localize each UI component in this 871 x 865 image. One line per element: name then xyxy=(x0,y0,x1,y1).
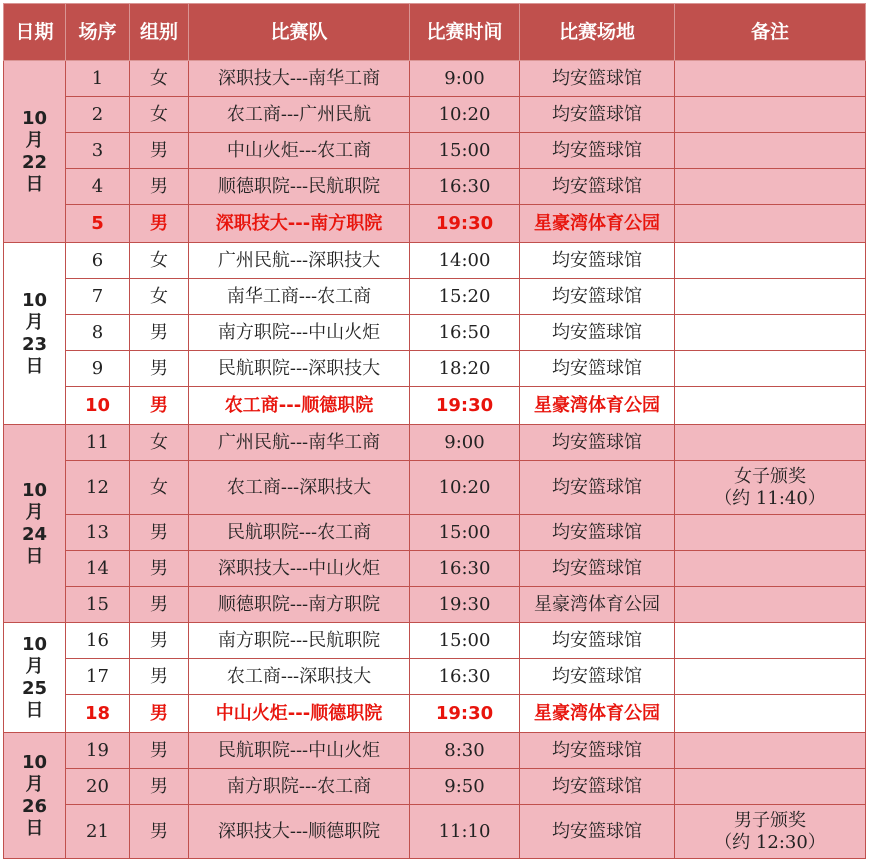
date-part: 10 xyxy=(21,107,48,129)
time-cell: 19:30 xyxy=(410,387,520,425)
time-cell: 15:20 xyxy=(410,279,520,315)
time-cell: 19:30 xyxy=(410,587,520,623)
table-row xyxy=(4,515,866,551)
teams-cell: 顺德职院---民航职院 xyxy=(189,169,410,205)
date-part: 10 xyxy=(21,633,48,655)
teams-cell: 南方职院---民航职院 xyxy=(189,623,410,659)
teams-cell: 南方职院---中山火炬 xyxy=(189,315,410,351)
match-no-cell: 18 xyxy=(66,695,130,733)
match-no-cell: 16 xyxy=(66,623,130,659)
header-note: 备注 xyxy=(675,4,866,61)
match-no-cell: 3 xyxy=(66,133,130,169)
note-cell xyxy=(675,623,866,659)
date-cell xyxy=(4,623,66,733)
venue-cell: 均安篮球馆 xyxy=(520,769,675,805)
table-row xyxy=(4,315,866,351)
time-cell: 18:20 xyxy=(410,351,520,387)
time-cell: 9:00 xyxy=(410,61,520,97)
match-no-cell: 14 xyxy=(66,551,130,587)
note-cell xyxy=(675,659,866,695)
teams-cell: 南方职院---农工商 xyxy=(189,769,410,805)
date-part: 月 xyxy=(25,129,44,151)
note-cell xyxy=(675,97,866,133)
teams-cell: 南华工商---农工商 xyxy=(189,279,410,315)
group-cell: 男 xyxy=(130,805,189,859)
schedule-body xyxy=(4,61,866,859)
venue-cell: 均安篮球馆 xyxy=(520,623,675,659)
date-part: 10 xyxy=(21,289,48,311)
venue-cell: 星豪湾体育公园 xyxy=(520,587,675,623)
match-no-cell: 7 xyxy=(66,279,130,315)
date-part: 25 xyxy=(21,677,48,699)
date-part: 10 xyxy=(21,479,48,501)
venue-cell: 均安篮球馆 xyxy=(520,733,675,769)
time-cell: 16:30 xyxy=(410,551,520,587)
group-cell: 男 xyxy=(130,315,189,351)
table-row xyxy=(4,205,866,243)
table-row xyxy=(4,805,866,859)
teams-cell: 深职技大---中山火炬 xyxy=(189,551,410,587)
match-no-cell: 8 xyxy=(66,315,130,351)
table-row xyxy=(4,279,866,315)
group-cell: 女 xyxy=(130,243,189,279)
table-row xyxy=(4,169,866,205)
note-cell xyxy=(675,587,866,623)
match-no-cell: 10 xyxy=(66,387,130,425)
time-cell: 16:30 xyxy=(410,169,520,205)
time-cell: 9:00 xyxy=(410,425,520,461)
match-no-cell: 15 xyxy=(66,587,130,623)
venue-cell: 星豪湾体育公园 xyxy=(520,205,675,243)
time-cell: 8:30 xyxy=(410,733,520,769)
date-part: 10 xyxy=(21,751,48,773)
venue-cell: 均安篮球馆 xyxy=(520,425,675,461)
match-no-cell: 20 xyxy=(66,769,130,805)
venue-cell: 均安篮球馆 xyxy=(520,315,675,351)
teams-cell: 农工商---深职技大 xyxy=(189,659,410,695)
group-cell: 男 xyxy=(130,587,189,623)
group-cell: 男 xyxy=(130,351,189,387)
note-line: 女子颁奖 xyxy=(734,465,806,487)
date-part: 日 xyxy=(25,545,44,567)
header-match-no: 场序 xyxy=(66,4,130,61)
venue-cell: 均安篮球馆 xyxy=(520,169,675,205)
group-cell: 男 xyxy=(130,659,189,695)
group-cell: 男 xyxy=(130,695,189,733)
note-line: （约 12:30） xyxy=(714,831,826,853)
note-cell xyxy=(675,169,866,205)
time-cell: 19:30 xyxy=(410,695,520,733)
time-cell: 15:00 xyxy=(410,623,520,659)
note-cell xyxy=(675,387,866,425)
venue-cell: 均安篮球馆 xyxy=(520,243,675,279)
time-cell: 11:10 xyxy=(410,805,520,859)
date-part: 23 xyxy=(21,333,48,355)
match-no-cell: 13 xyxy=(66,515,130,551)
match-no-cell: 12 xyxy=(66,461,130,515)
date-part: 日 xyxy=(25,173,44,195)
time-cell: 10:20 xyxy=(410,461,520,515)
note-cell xyxy=(675,461,866,515)
match-no-cell: 9 xyxy=(66,351,130,387)
venue-cell: 均安篮球馆 xyxy=(520,97,675,133)
date-part: 日 xyxy=(25,817,44,839)
match-no-cell: 21 xyxy=(66,805,130,859)
note-line: （约 11:40） xyxy=(714,487,826,509)
date-part: 月 xyxy=(25,311,44,333)
header-date: 日期 xyxy=(4,4,66,61)
group-cell: 男 xyxy=(130,133,189,169)
table-row xyxy=(4,351,866,387)
table-row xyxy=(4,769,866,805)
date-part: 月 xyxy=(25,501,44,523)
group-cell: 男 xyxy=(130,623,189,659)
teams-cell: 顺德职院---南方职院 xyxy=(189,587,410,623)
teams-cell: 中山火炬---农工商 xyxy=(189,133,410,169)
note-cell xyxy=(675,551,866,587)
note-cell xyxy=(675,733,866,769)
teams-cell: 广州民航---深职技大 xyxy=(189,243,410,279)
table-row xyxy=(4,587,866,623)
table-row xyxy=(4,551,866,587)
time-cell: 10:20 xyxy=(410,97,520,133)
time-cell: 14:00 xyxy=(410,243,520,279)
match-no-cell: 11 xyxy=(66,425,130,461)
table-row xyxy=(4,243,866,279)
date-part: 日 xyxy=(25,699,44,721)
date-part: 24 xyxy=(21,523,48,545)
match-no-cell: 17 xyxy=(66,659,130,695)
note-cell xyxy=(675,133,866,169)
time-cell: 19:30 xyxy=(410,205,520,243)
match-no-cell: 2 xyxy=(66,97,130,133)
teams-cell: 深职技大---顺德职院 xyxy=(189,805,410,859)
group-cell: 男 xyxy=(130,169,189,205)
teams-cell: 农工商---深职技大 xyxy=(189,461,410,515)
note-cell xyxy=(675,769,866,805)
date-part: 月 xyxy=(25,655,44,677)
group-cell: 女 xyxy=(130,425,189,461)
date-part: 月 xyxy=(25,773,44,795)
venue-cell: 星豪湾体育公园 xyxy=(520,387,675,425)
table-row xyxy=(4,425,866,461)
venue-cell: 星豪湾体育公园 xyxy=(520,695,675,733)
header-teams: 比赛队 xyxy=(189,4,410,61)
venue-cell: 均安篮球馆 xyxy=(520,659,675,695)
venue-cell: 均安篮球馆 xyxy=(520,133,675,169)
date-cell xyxy=(4,425,66,623)
table-row xyxy=(4,97,866,133)
match-no-cell: 4 xyxy=(66,169,130,205)
group-cell: 女 xyxy=(130,279,189,315)
group-cell: 男 xyxy=(130,205,189,243)
match-no-cell: 6 xyxy=(66,243,130,279)
note-line: 男子颁奖 xyxy=(734,809,806,831)
note-cell xyxy=(675,61,866,97)
note-cell xyxy=(675,425,866,461)
table-row xyxy=(4,387,866,425)
date-cell xyxy=(4,61,66,243)
header-row xyxy=(4,4,866,61)
table-row xyxy=(4,133,866,169)
time-cell: 15:00 xyxy=(410,133,520,169)
teams-cell: 深职技大---南方职院 xyxy=(189,205,410,243)
teams-cell: 农工商---广州民航 xyxy=(189,97,410,133)
note-cell xyxy=(675,805,866,859)
group-cell: 男 xyxy=(130,387,189,425)
header-time: 比赛时间 xyxy=(410,4,520,61)
venue-cell: 均安篮球馆 xyxy=(520,461,675,515)
table-row xyxy=(4,733,866,769)
note-cell xyxy=(675,243,866,279)
venue-cell: 均安篮球馆 xyxy=(520,515,675,551)
teams-cell: 民航职院---深职技大 xyxy=(189,351,410,387)
date-part: 日 xyxy=(25,355,44,377)
group-cell: 女 xyxy=(130,461,189,515)
teams-cell: 民航职院---中山火炬 xyxy=(189,733,410,769)
time-cell: 16:50 xyxy=(410,315,520,351)
group-cell: 女 xyxy=(130,61,189,97)
date-part: 22 xyxy=(21,151,48,173)
time-cell: 15:00 xyxy=(410,515,520,551)
table-row xyxy=(4,61,866,97)
note-cell xyxy=(675,315,866,351)
table-row xyxy=(4,659,866,695)
schedule-table xyxy=(3,3,866,859)
teams-cell: 民航职院---农工商 xyxy=(189,515,410,551)
group-cell: 女 xyxy=(130,97,189,133)
date-part: 26 xyxy=(21,795,48,817)
group-cell: 男 xyxy=(130,733,189,769)
group-cell: 男 xyxy=(130,551,189,587)
table-row xyxy=(4,461,866,515)
match-no-cell: 1 xyxy=(66,61,130,97)
date-cell xyxy=(4,733,66,859)
note-cell xyxy=(675,205,866,243)
venue-cell: 均安篮球馆 xyxy=(520,551,675,587)
venue-cell: 均安篮球馆 xyxy=(520,805,675,859)
time-cell: 9:50 xyxy=(410,769,520,805)
header-venue: 比赛场地 xyxy=(520,4,675,61)
venue-cell: 均安篮球馆 xyxy=(520,351,675,387)
time-cell: 16:30 xyxy=(410,659,520,695)
note-cell xyxy=(675,515,866,551)
table-row xyxy=(4,623,866,659)
venue-cell: 均安篮球馆 xyxy=(520,279,675,315)
group-cell: 男 xyxy=(130,769,189,805)
note-cell xyxy=(675,351,866,387)
note-cell xyxy=(675,279,866,315)
note-cell xyxy=(675,695,866,733)
header-group: 组别 xyxy=(130,4,189,61)
match-no-cell: 5 xyxy=(66,205,130,243)
group-cell: 男 xyxy=(130,515,189,551)
match-no-cell: 19 xyxy=(66,733,130,769)
venue-cell: 均安篮球馆 xyxy=(520,61,675,97)
teams-cell: 农工商---顺德职院 xyxy=(189,387,410,425)
teams-cell: 广州民航---南华工商 xyxy=(189,425,410,461)
date-cell xyxy=(4,243,66,425)
table-row xyxy=(4,695,866,733)
teams-cell: 深职技大---南华工商 xyxy=(189,61,410,97)
teams-cell: 中山火炬---顺德职院 xyxy=(189,695,410,733)
